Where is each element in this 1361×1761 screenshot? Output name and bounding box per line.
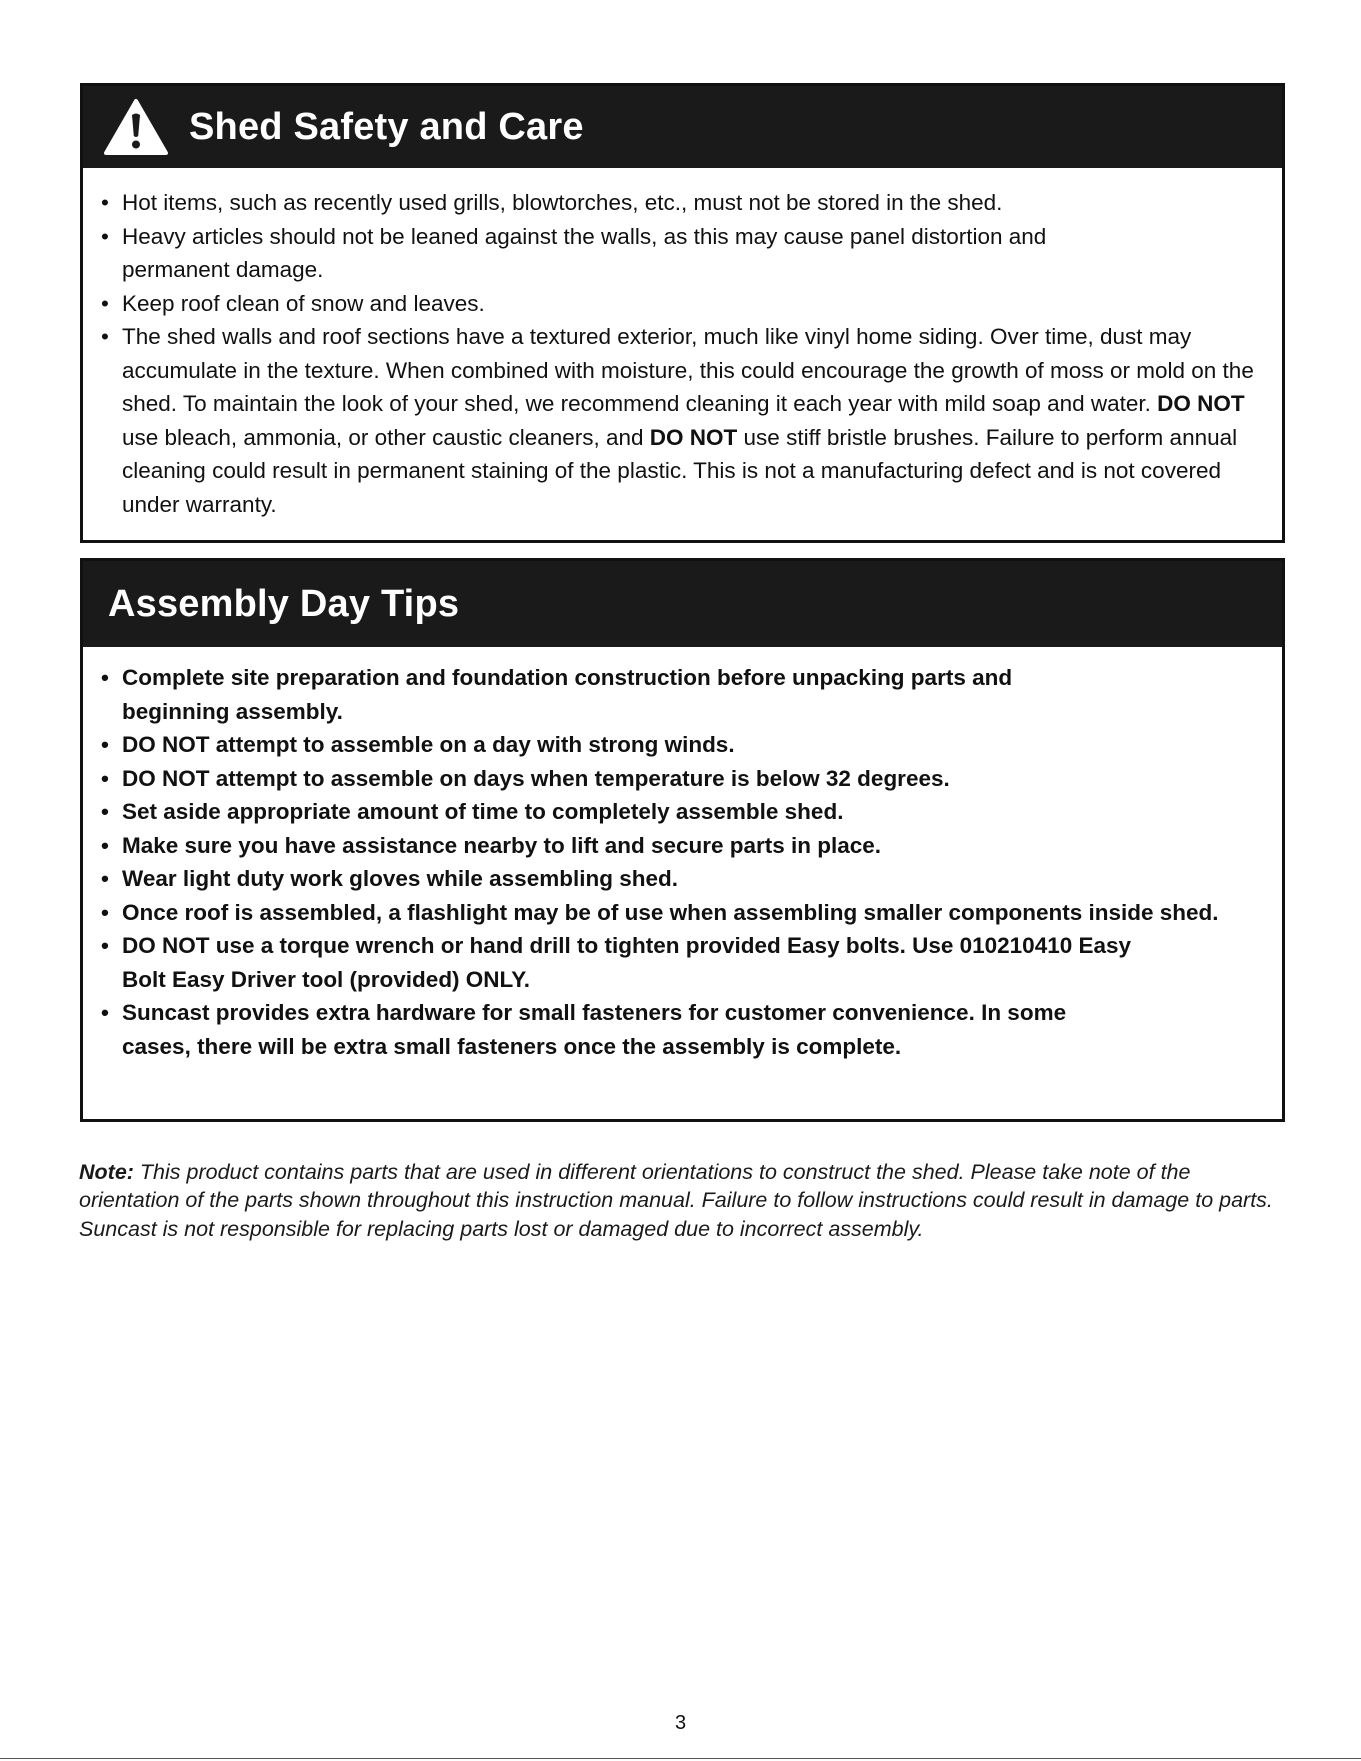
- safety-panel: [80, 83, 1285, 543]
- list-item: • DO NOT attempt to assemble on a day with strong winds.: [101, 728, 1262, 762]
- list-item: • Hot items, such as recently used grills, blowtorches, etc., must not be stored in the shed.: [101, 186, 1262, 220]
- bullet-icon: •: [101, 832, 109, 858]
- page-number: 3: [674, 1712, 687, 1734]
- tips-title: Assembly Day Tips: [108, 583, 460, 625]
- list-item: • The shed walls and roof sections have a textured exterior, much like vinyl home siding. Over time, dust may accumulate in the texture. When combined with moisture, this could encourage the growth of moss or mold on the shed. To maintain the look of your shed, we recommend cleaning it each year with mild soap and water. DO NOT use bleach, ammonia, or other caustic cleaners, and DO NOT use stiff bristle brushes. Failure to perform annual cleaning could result in permanent staining of the plastic. This is not a manufacturing defect and is not covered under warranty.: [101, 320, 1262, 521]
- bullet-icon: •: [101, 732, 109, 757]
- safety-header: [83, 86, 1282, 168]
- list-item: • Wear light duty work gloves while assembling shed.: [101, 862, 1262, 896]
- list-item: • DO NOT use a torque wrench or hand drill to tighten provided Easy bolts. Use 010210410 Easy Bolt Easy Driver tool (provided) ONLY.: [101, 929, 1262, 996]
- list-item: • Once roof is assembled, a flashlight may be of use when assembling smaller components inside shed.: [101, 896, 1262, 930]
- safety-list: [83, 168, 1282, 521]
- warning-icon: [103, 98, 169, 156]
- bottom-divider: [0, 1758, 1361, 1759]
- safety-title: Shed Safety and Care: [189, 106, 584, 148]
- list-item: • DO NOT attempt to assemble on days when temperature is below 32 degrees.: [101, 762, 1262, 796]
- bullet-icon: •: [101, 899, 109, 925]
- bullet-icon: •: [101, 866, 109, 891]
- note-paragraph: [79, 1158, 1289, 1244]
- tips-list: [83, 647, 1282, 1063]
- list-item: • Heavy articles should not be leaned against the walls, as this may cause panel distortion and permanent damage.: [101, 220, 1262, 287]
- list-item: • Keep roof clean of snow and leaves.: [101, 287, 1262, 321]
- bullet-icon: •: [101, 190, 109, 215]
- note-text: This product contains parts that are used in different orientations to construct the shed. Please take note of the orientation of the parts shown throughout this instruction manual. Failure to follow instructions could result in damage to parts. Suncast is not responsible for replacing parts lost or damaged due to incorrect assembly.: [79, 1159, 1273, 1241]
- bullet-icon: •: [101, 665, 109, 690]
- bullet-icon: •: [101, 290, 109, 316]
- list-item: • Make sure you have assistance nearby to lift and secure parts in place.: [101, 829, 1262, 863]
- bullet-icon: •: [101, 223, 109, 249]
- bullet-icon: •: [101, 799, 109, 824]
- tips-header: [83, 561, 1282, 647]
- list-item: • Set aside appropriate amount of time to completely assemble shed.: [101, 795, 1262, 829]
- bullet-icon: •: [101, 765, 109, 791]
- note-label: Note:: [79, 1159, 134, 1184]
- list-item: • Suncast provides extra hardware for small fasteners for customer convenience. In some cases, there will be extra small fasteners once the assembly is complete.: [101, 996, 1262, 1063]
- list-item: • Complete site preparation and foundation construction before unpacking parts and beginning assembly.: [101, 661, 1262, 728]
- bullet-icon: •: [101, 324, 109, 349]
- bullet-icon: •: [101, 1000, 109, 1025]
- tips-panel: [80, 558, 1285, 1122]
- bullet-icon: •: [101, 933, 109, 958]
